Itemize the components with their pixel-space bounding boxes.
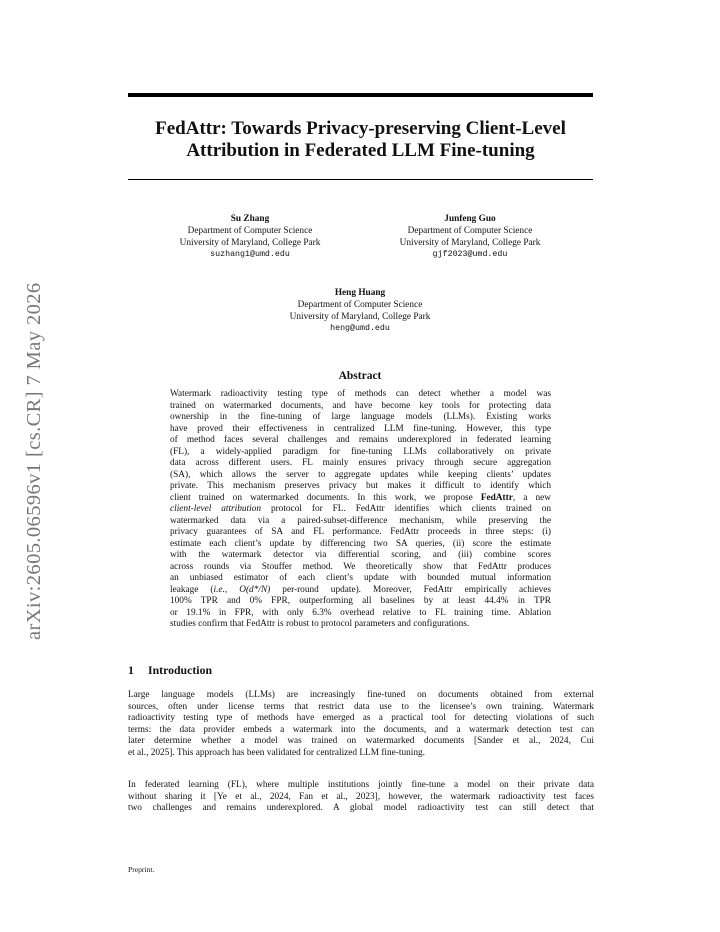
abstract-line: (SA), which allows the server to aggregate updates while keeping clients’ updates [170, 469, 551, 480]
paragraph-line: two challenges and remains underexplored. A global model radioactivity test can still detect that [128, 803, 594, 814]
title-line-2: Attribution in Federated LLM Fine-tuning [186, 140, 535, 161]
author-department: Department of Computer Science [187, 226, 313, 236]
abstract-line: private. This mechanism preserves privacy but makes it difficult to identify which [170, 481, 551, 491]
intro-paragraph-1 [128, 690, 594, 760]
abstract-line: (FL), a widely-applied paradigm for fine-tuning LLMs collaboratively on private [170, 446, 551, 457]
author-department: Department of Computer Science [407, 226, 533, 236]
title-top-rule [128, 93, 593, 97]
paragraph-line: In federated learning (FL), where multiple institutions jointly fine-tune a model on their private data [128, 780, 594, 790]
paragraph-line: without sharing it [Ye et al., 2024, Fan et al., 2023], however, the watermark radioactivity test faces [128, 791, 594, 802]
emphasis-text: client-level attribution [170, 504, 261, 514]
author-affiliation: University of Maryland, College Park [179, 238, 321, 248]
paragraph-line: terms: the data provider embeds a watermark into the documents, and a watermark detection test can [128, 724, 594, 735]
author-name: Heng Huang [334, 288, 386, 298]
abstract-body [170, 389, 551, 631]
preprint-footer: Preprint. [128, 865, 155, 874]
author-department: Department of Computer Science [297, 300, 423, 310]
title-bottom-rule [128, 179, 593, 180]
author-email: suzhang1@umd.edu [210, 250, 290, 259]
arxiv-identifier: arXiv:2605.06596v1 [cs.CR] 7 May 2026 [23, 282, 45, 640]
author-affiliation: University of Maryland, College Park [289, 312, 431, 322]
method-name: FedAttr [480, 492, 513, 503]
abstract-line: privacy guarantees of SA and FL performance. FedAttr proceeds in three steps: (i) [170, 527, 551, 537]
section-heading-introduction [128, 663, 212, 678]
paragraph-line: radioactivity testing type of methods have emerged as a practical tool for detecting violations of such [128, 713, 594, 724]
abstract-text: leakage ( [170, 584, 214, 595]
author-affiliation: University of Maryland, College Park [399, 238, 541, 248]
abstract-text: , a new [512, 492, 551, 503]
abstract-line: trained on watermarked documents, and have become key tools for protecting data [170, 400, 551, 411]
abstract-line [170, 504, 551, 516]
emphasis-text: i.e., [213, 584, 228, 595]
math-expression: O(d*/N) [239, 584, 271, 595]
paragraph-line: sources, often under license terms that restrict data use to the licensee’s own training. Watermark [128, 701, 594, 712]
paragraph-line: later determine whether a model was trained on watermarked documents [Sander et al., 2024, Cui [128, 736, 594, 747]
abstract-line: or 19.1% in FPR, with only 6.3% overhead relative to FL training time. Ablation [170, 607, 551, 618]
abstract-line: with the watermark detector via differential scoring, and (iii) combine scores [170, 550, 551, 560]
abstract-line: Watermark radioactivity testing type of methods can detect whether a model was [170, 389, 551, 399]
abstract-line [170, 585, 551, 597]
paper-title [128, 118, 593, 162]
abstract-line: of method faces several challenges and remains underexplored in federated learning [170, 435, 551, 445]
author-email: heng@umd.edu [330, 324, 390, 333]
abstract-line: 100% TPR and 0% FPR, outperforming all baselines by at least 44.4% in TPR [170, 596, 551, 606]
intro-paragraph-2 [128, 780, 594, 815]
abstract-text: client trained on watermarked documents. In this work, we propose [170, 492, 473, 503]
abstract-line: studies confirm that FedAttr is robust to protocol parameters and configurations. [170, 619, 470, 629]
author-name: Su Zhang [230, 214, 270, 224]
author-name: Junfeng Guo [444, 214, 496, 224]
abstract-line: watermarked data via a paired-subset-difference mechanism, while preserving the [170, 515, 551, 526]
author-block [360, 213, 580, 261]
abstract-line [170, 493, 551, 505]
paragraph-line: Large language models (LLMs) are increasingly fine-tuned on documents obtained from external [128, 690, 594, 700]
author-email: gjf2023@umd.edu [432, 250, 508, 259]
abstract-heading: Abstract [338, 370, 382, 382]
abstract-line: have proved their effectiveness in centralized LLM fine-tuning. However, this type [170, 423, 551, 434]
paragraph-line: et al., 2025]. This approach has been validated for centralized LLM fine-tuning. [128, 747, 425, 758]
abstract-line: across rounds via Stouffer method. We theoretically show that FedAttr produces [170, 561, 551, 572]
abstract-text: per-round update). Moreover, FedAttr empirically achieves [282, 584, 552, 595]
abstract-line: ownership in the fine-tuning of large language models (LLMs). Existing works [170, 412, 551, 422]
section-number: 1 [128, 663, 134, 677]
abstract-line: an unbiased estimator of each client’s update with bounded mutual information [170, 573, 551, 583]
section-title: Introduction [148, 663, 213, 677]
author-block [140, 213, 360, 261]
abstract-text: protocol for FL. FedAttr identifies which clients trained on [270, 504, 552, 514]
author-block [250, 287, 470, 335]
abstract-line: estimate each client’s update by differencing two SA queries, (ii) score the estimate [170, 538, 551, 549]
abstract-line: data across different users. FL mainly ensures privacy through secure aggregation [170, 458, 551, 468]
title-line-1: FedAttr: Towards Privacy-preserving Client-Level [155, 118, 566, 139]
